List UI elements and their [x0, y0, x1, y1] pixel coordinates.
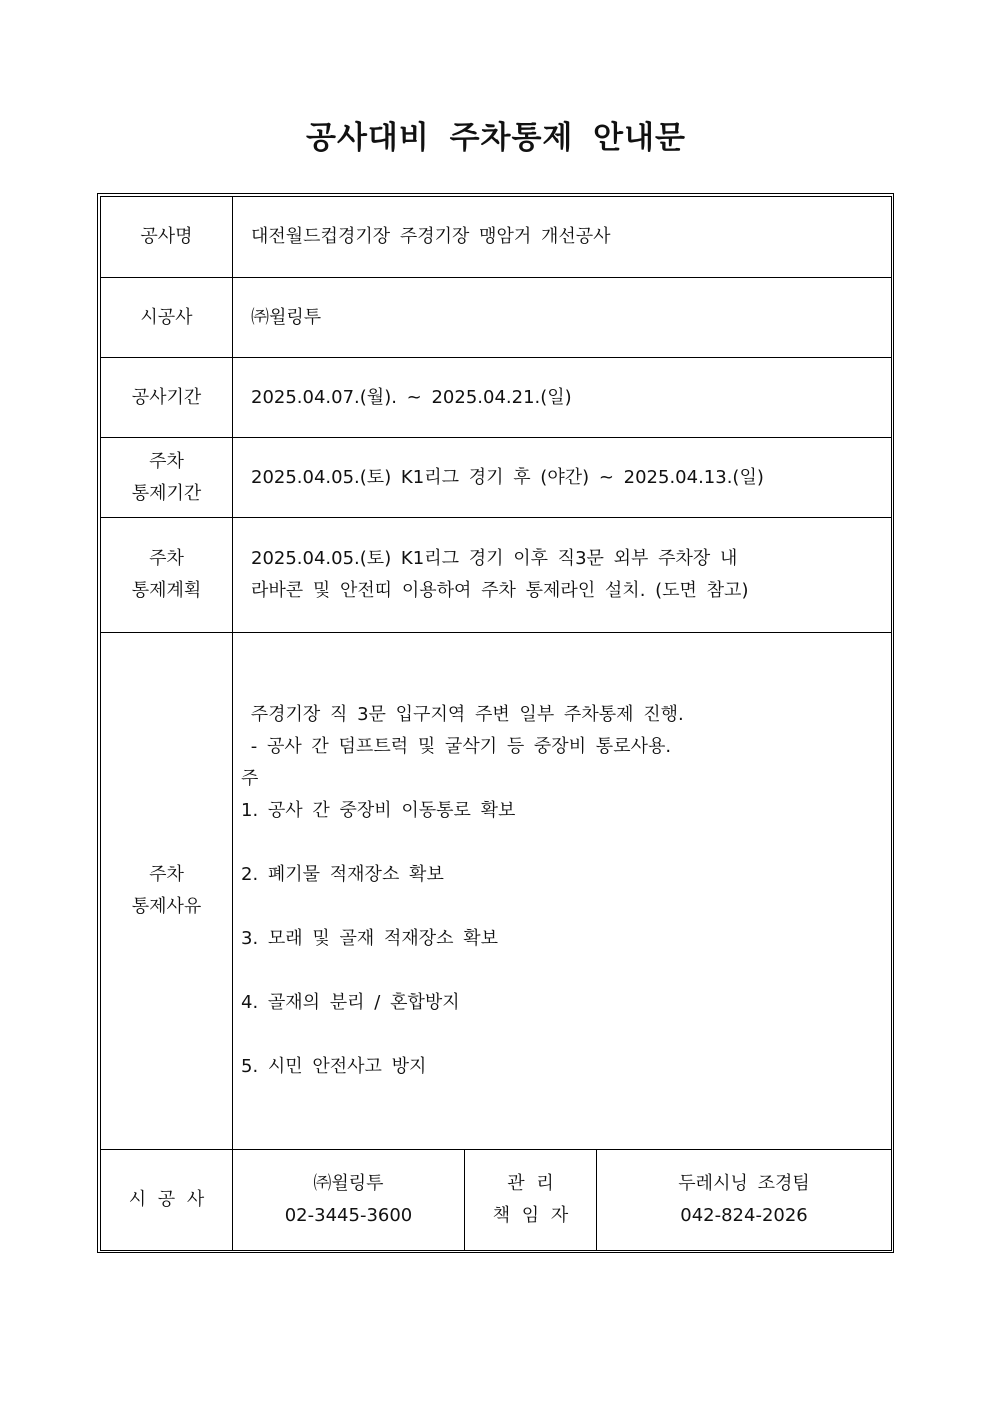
parking-control-reason-value: [233, 633, 892, 1150]
parking-control-reason-label-line2: 통제사유: [131, 896, 202, 917]
footer-manager-label-line2: 책 임 자: [492, 1205, 569, 1226]
reason-item-3: 3. 모래 및 골재 적재장소 확보: [241, 928, 499, 949]
page-title: 공사대비 주차통제 안내문: [306, 120, 686, 156]
reason-spacer: [241, 891, 891, 923]
construction-period-label: 공사기간: [101, 358, 233, 438]
row-project-name: [101, 197, 892, 278]
row-contractor: [101, 278, 892, 358]
parking-control-plan-label-line1: 주차: [149, 548, 184, 569]
contractor-label: 시공사: [101, 278, 233, 358]
footer-contractor-label: 시 공 사: [101, 1150, 233, 1251]
row-footer: [101, 1150, 892, 1251]
footer-contractor-info: [233, 1150, 465, 1251]
notice-table: [100, 196, 892, 1251]
footer-manager-info: [597, 1150, 892, 1251]
parking-control-period-label-line2: 통제기간: [131, 482, 202, 504]
reason-item-5: 5. 시민 안전사고 방지: [241, 1056, 427, 1077]
project-name-label: 공사명: [101, 197, 233, 278]
parking-control-plan-value-line1: 2025.04.05.(토) K1리그 경기 이후 직3문 외부 주차장 내: [251, 548, 738, 569]
reason-intro-line2: - 공사 간 덤프트럭 및 굴삭기 등 중장비 통로사용.: [241, 736, 672, 757]
reason-spacer: [241, 827, 891, 859]
reason-item-4: 4. 골재의 분리 / 혼합방지: [241, 992, 460, 1013]
construction-period-value: 2025.04.07.(월). ~ 2025.04.21.(일): [233, 358, 892, 438]
reason-item-2: 2. 폐기물 적재장소 확보: [241, 864, 444, 885]
reason-intro-line1: 주경기장 직 3문 입구지역 주변 일부 주차통제 진행.: [241, 704, 684, 725]
parking-control-plan-label: [101, 518, 233, 633]
parking-control-period-label-line1: 주차: [149, 450, 184, 472]
parking-control-plan-value-line2: 라바콘 및 안전띠 이용하여 주차 통제라인 설치. (도면 참고): [251, 580, 749, 601]
footer-contractor-phone: 02-3445-3600: [284, 1205, 413, 1226]
notice-table-frame: [97, 193, 894, 1253]
parking-control-period-value: 2025.04.05.(토) K1리그 경기 후 (야간) ~ 2025.04.13.(일): [233, 438, 892, 518]
reason-note-label: 주: [241, 768, 259, 789]
project-name-value: 대전월드컵경기장 주경기장 맹암거 개선공사: [233, 197, 892, 278]
footer-manager-label-line1: 관 리: [507, 1173, 554, 1194]
parking-control-plan-value: [233, 518, 892, 633]
parking-control-plan-label-line2: 통제계획: [131, 580, 202, 601]
row-parking-control-reason: [101, 633, 892, 1150]
row-parking-control-plan: [101, 518, 892, 633]
parking-control-reason-label: [101, 633, 233, 1150]
footer-manager-phone: 042-824-2026: [680, 1205, 808, 1226]
row-construction-period: [101, 358, 892, 438]
parking-control-period-label: [101, 438, 233, 518]
row-parking-control-period: [101, 438, 892, 518]
contractor-value: ㈜윌링투: [233, 278, 892, 358]
footer-manager-label: [465, 1150, 597, 1251]
reason-spacer: [241, 1019, 891, 1051]
parking-control-reason-label-line1: 주차: [149, 864, 184, 885]
footer-contractor-name: ㈜윌링투: [313, 1173, 384, 1194]
reason-item-1: 1. 공사 간 중장비 이동통로 확보: [241, 800, 516, 821]
reason-spacer: [241, 955, 891, 987]
footer-manager-name: 두레시닝 조경팀: [678, 1173, 810, 1194]
